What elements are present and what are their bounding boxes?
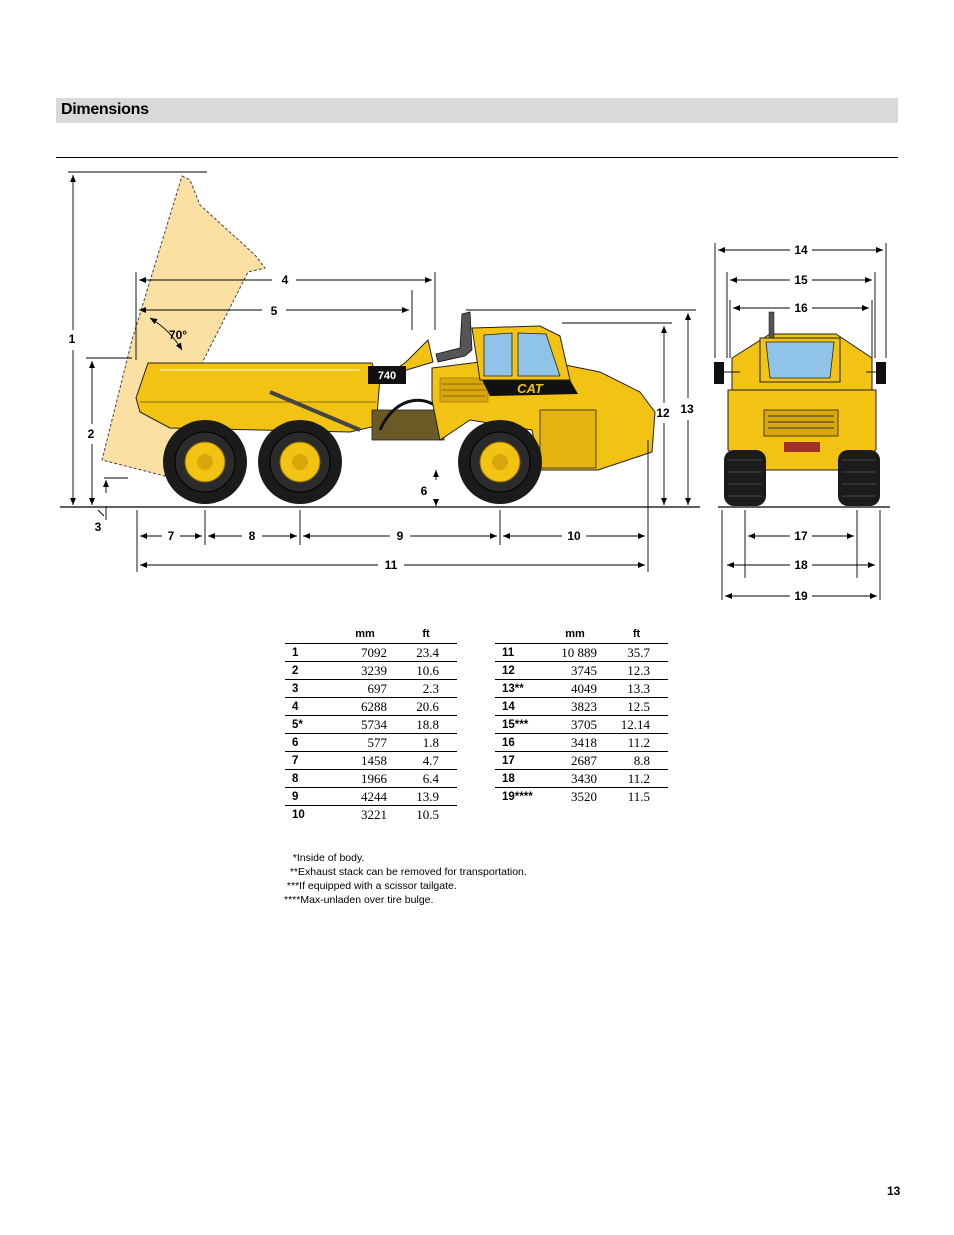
value-mm: 3221 <box>361 806 387 822</box>
section-header-bar <box>56 98 898 123</box>
dimension-item: 15*** <box>495 716 545 734</box>
front-view-truck <box>714 312 890 507</box>
value-mm: 3239 <box>335 662 395 680</box>
dim-label-18: 18 <box>794 558 808 572</box>
table-row <box>495 680 668 698</box>
dim-label-8: 8 <box>248 529 256 543</box>
dimensions-table-left <box>285 626 457 823</box>
value-ft: 12.5 <box>605 698 668 716</box>
dimension-item: 16 <box>495 734 545 752</box>
table-row <box>495 644 668 662</box>
table-row <box>285 698 457 716</box>
dim-label-19: 19 <box>794 589 808 603</box>
value-mm: 697 <box>335 680 395 698</box>
brand-logo-text: CAT <box>517 381 543 396</box>
table-row <box>495 734 668 752</box>
dim-label-13: 13 <box>680 402 694 416</box>
dimension-item: 10 <box>292 808 305 821</box>
table-header-ft: ft <box>395 626 457 644</box>
value-mm: 4244 <box>335 788 395 806</box>
dim-label-5: 5 <box>270 304 278 318</box>
side-wheels <box>163 420 542 504</box>
dimension-item: 4 <box>285 698 335 716</box>
dim-label-17: 17 <box>794 529 808 543</box>
value-mm: 2687 <box>545 752 605 770</box>
dimension-drawing <box>0 160 954 610</box>
table-body-right <box>495 644 668 806</box>
table-row <box>285 644 457 662</box>
table-row <box>495 788 668 806</box>
footnote: ****Max-unladen over tire bulge. <box>284 894 434 906</box>
value-ft: 35.7 <box>605 644 668 662</box>
value-mm: 3705 <box>545 716 605 734</box>
dim-label-12: 12 <box>656 406 670 420</box>
table-header-item <box>495 626 545 644</box>
table-row <box>285 662 457 680</box>
value-mm: 3745 <box>545 662 605 680</box>
dimension-item: 9 <box>285 788 335 806</box>
value-mm: 1458 <box>335 752 395 770</box>
table-body-left <box>285 644 457 824</box>
table-row <box>495 752 668 770</box>
table-row <box>285 806 457 824</box>
dim-label-3: 3 <box>94 520 102 534</box>
value-ft: 23.4 <box>395 644 457 662</box>
dim-label-4: 4 <box>281 273 289 287</box>
footnote: **Exhaust stack can be removed for transportation. <box>284 866 527 878</box>
table-header-mm: mm <box>335 626 395 644</box>
value-mm: 1966 <box>335 770 395 788</box>
dimension-item: 19**** <box>502 790 533 803</box>
value-ft: 11.5 <box>627 788 650 804</box>
dimension-item: 12 <box>495 662 545 680</box>
dimension-item: 11 <box>495 644 545 662</box>
value-mm: 5734 <box>335 716 395 734</box>
value-ft: 10.5 <box>416 806 439 822</box>
table-row <box>285 734 457 752</box>
section-title: Dimensions <box>61 101 149 118</box>
table-row <box>495 662 668 680</box>
section-rule <box>56 157 898 158</box>
value-ft: 12.14 <box>605 716 668 734</box>
value-ft: 2.3 <box>395 680 457 698</box>
table-header-row <box>285 626 457 644</box>
value-ft: 4.7 <box>395 752 457 770</box>
value-ft: 13.3 <box>605 680 668 698</box>
dim-label-14: 14 <box>794 243 808 257</box>
value-mm: 10 889 <box>545 644 605 662</box>
value-ft: 20.6 <box>395 698 457 716</box>
dump-angle-label: 70° <box>168 328 188 342</box>
value-mm: 577 <box>335 734 395 752</box>
value-ft: 1.8 <box>395 734 457 752</box>
dimension-item: 8 <box>285 770 335 788</box>
footnotes <box>284 851 527 907</box>
dim-label-11: 11 <box>384 558 398 572</box>
dim-label-9: 9 <box>396 529 404 543</box>
dimension-item: 3 <box>285 680 335 698</box>
exhaust-stack <box>436 312 472 362</box>
value-ft: 11.2 <box>605 734 668 752</box>
dim-label-6: 6 <box>420 484 428 498</box>
value-mm: 4049 <box>545 680 605 698</box>
value-mm: 3418 <box>545 734 605 752</box>
value-mm: 3823 <box>545 698 605 716</box>
value-ft: 10.6 <box>395 662 457 680</box>
table-row <box>285 788 457 806</box>
dimension-item: 13** <box>495 680 545 698</box>
value-ft: 13.9 <box>395 788 457 806</box>
table-header-item <box>285 626 335 644</box>
dimension-item: 2 <box>285 662 335 680</box>
model-badge-text: 740 <box>377 370 397 382</box>
value-mm: 3430 <box>545 770 605 788</box>
dimension-item: 18 <box>495 770 545 788</box>
table-row <box>495 716 668 734</box>
value-ft: 18.8 <box>395 716 457 734</box>
dimension-item: 6 <box>285 734 335 752</box>
page-number: 13 <box>887 1184 901 1198</box>
value-ft: 6.4 <box>395 770 457 788</box>
side-view-truck <box>60 176 700 507</box>
dimension-item: 1 <box>285 644 335 662</box>
value-ft: 8.8 <box>605 752 668 770</box>
table-row <box>285 752 457 770</box>
value-ft: 11.2 <box>605 770 668 788</box>
dim-label-15: 15 <box>794 273 808 287</box>
table-row <box>495 770 668 788</box>
footnote: *Inside of body. <box>284 852 365 864</box>
dimension-item: 14 <box>495 698 545 716</box>
table-header-ft: ft <box>605 626 668 644</box>
table-row <box>495 698 668 716</box>
value-mm: 3520 <box>571 788 597 804</box>
footnote: ***If equipped with a scissor tailgate. <box>284 880 457 892</box>
table-header-mm: mm <box>545 626 605 644</box>
dim-label-16: 16 <box>794 301 808 315</box>
value-ft: 12.3 <box>605 662 668 680</box>
dimension-item: 17 <box>495 752 545 770</box>
dimension-item: 7 <box>285 752 335 770</box>
table-header-row <box>495 626 668 644</box>
dim-label-1: 1 <box>68 332 76 346</box>
value-mm: 7092 <box>335 644 395 662</box>
dim-label-2: 2 <box>87 427 95 441</box>
table-row <box>285 716 457 734</box>
dim-label-10: 10 <box>567 529 581 543</box>
dimensions-table-right <box>495 626 668 805</box>
table-row <box>285 680 457 698</box>
dimension-item: 5* <box>285 716 335 734</box>
table-row <box>285 770 457 788</box>
dim-label-7: 7 <box>167 529 175 543</box>
value-mm: 6288 <box>335 698 395 716</box>
